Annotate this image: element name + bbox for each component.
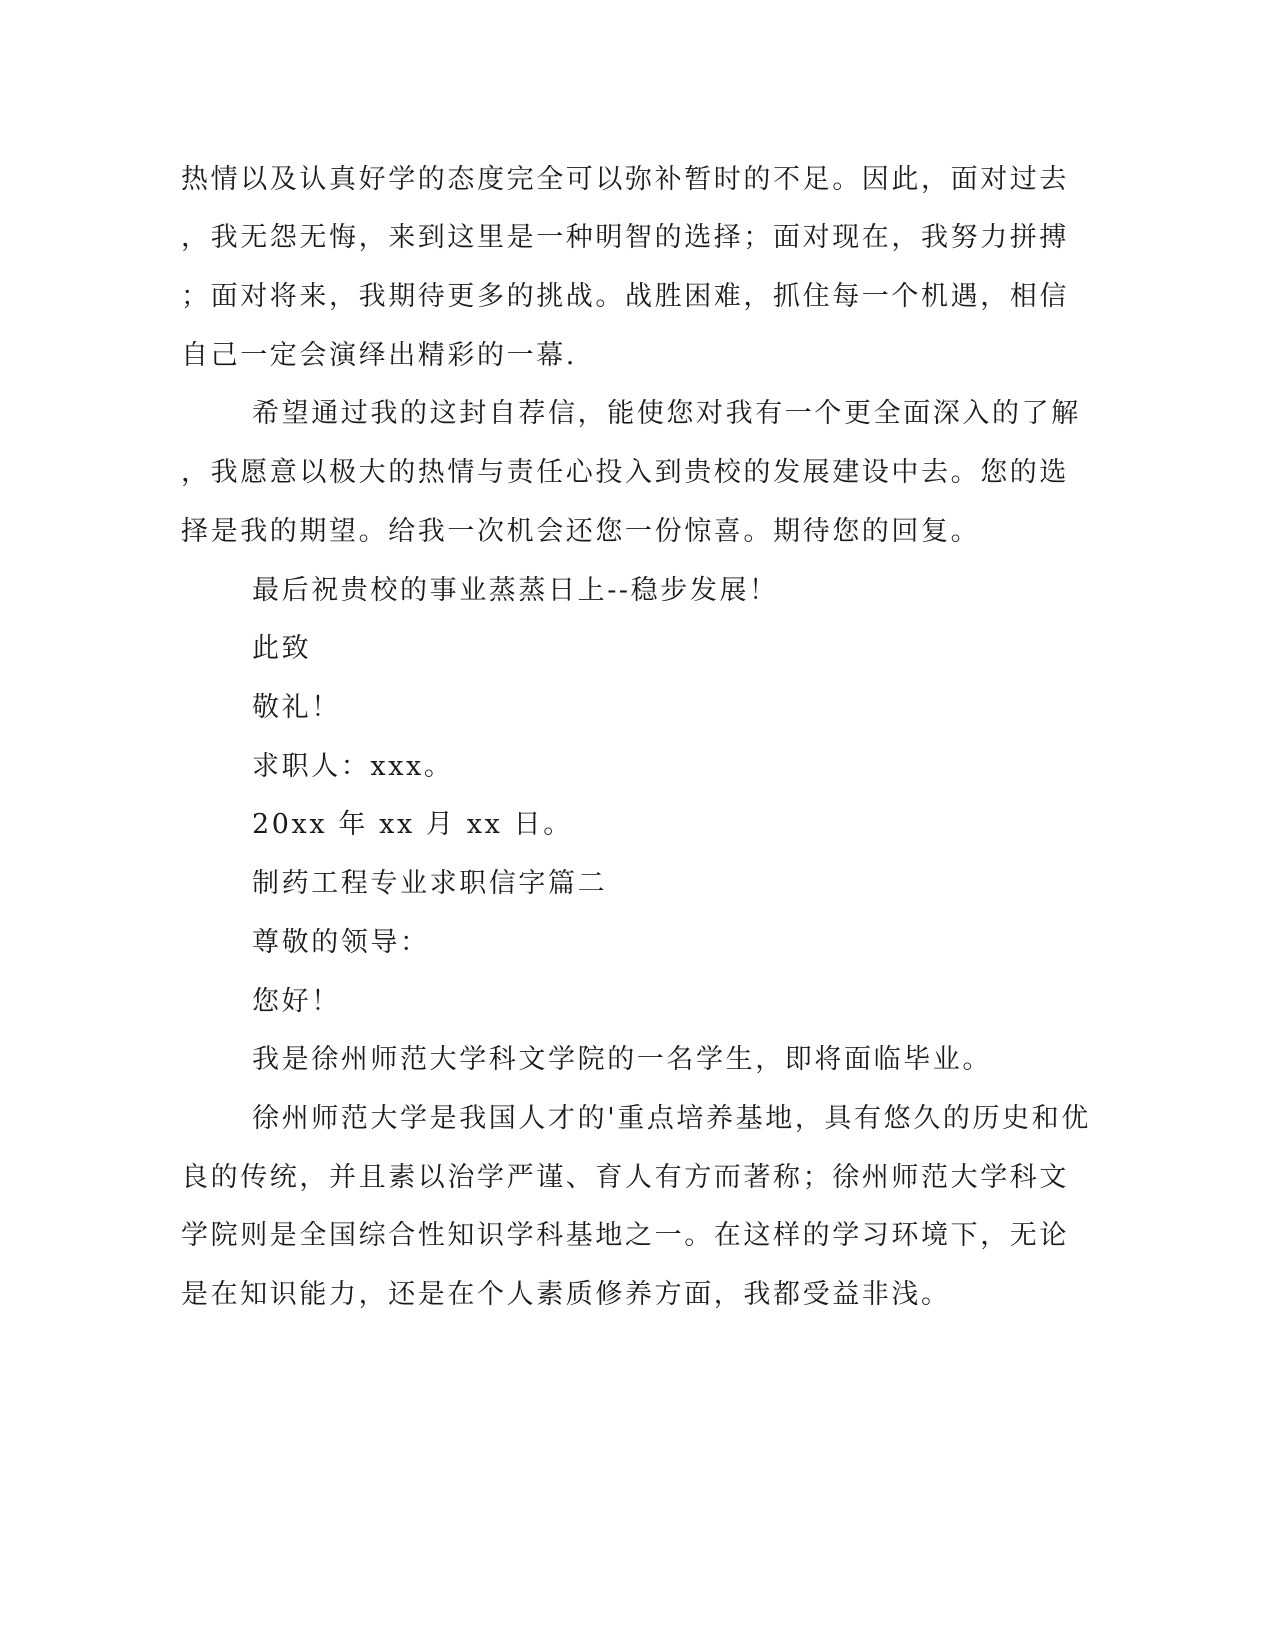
paragraph-first-line: 希望通过我的这封自荐信，能使您对我有一个更全面深入的了解	[252, 398, 1081, 429]
closing-salutation: 此致	[252, 633, 312, 664]
paragraph-first-line: 我是徐州师范大学科文学院的一名学生，即将面临毕业。	[252, 1044, 992, 1075]
letter-greeting: 尊敬的领导：	[252, 927, 430, 958]
closing-wish: 最后祝贵校的事业蒸蒸日上--稳步发展！	[252, 575, 779, 606]
text-line: ，我愿意以极大的热情与责任心投入到贵校的发展建设中去。您的选	[181, 457, 1069, 488]
text-line: 热情以及认真好学的态度完全可以弥补暂时的不足。因此，面对过去	[181, 164, 1069, 195]
letter-hello: 您好！	[252, 986, 341, 1017]
closing-regards: 敬礼！	[252, 692, 341, 723]
applicant-signature: 求职人：xxx。	[252, 751, 454, 782]
text-line: 良的传统，并且素以治学严谨、育人有方而著称；徐州师范大学科文	[181, 1162, 1069, 1193]
text-line: 自己一定会演绎出精彩的一幕.	[181, 340, 577, 371]
text-line: ，我无怨无悔，来到这里是一种明智的选择；面对现在，我努力拼搏	[181, 222, 1069, 253]
paragraph-first-line: 徐州师范大学是我国人才的'重点培养基地，具有悠久的历史和优	[252, 1103, 1091, 1134]
text-line: 择是我的期望。给我一次机会还您一份惊喜。期待您的回复。	[181, 516, 981, 547]
section-title: 制药工程专业求职信字篇二	[252, 868, 608, 899]
text-line: 学院则是全国综合性知识学科基地之一。在这样的学习环境下，无论	[181, 1220, 1069, 1251]
text-line: ；面对将来，我期待更多的挑战。战胜困难，抓住每一个机遇，相信	[181, 281, 1069, 312]
text-line: 是在知识能力，还是在个人素质修养方面，我都受益非浅。	[181, 1279, 951, 1310]
letter-date: 20xx 年 xx 月 xx 日。	[252, 809, 573, 840]
